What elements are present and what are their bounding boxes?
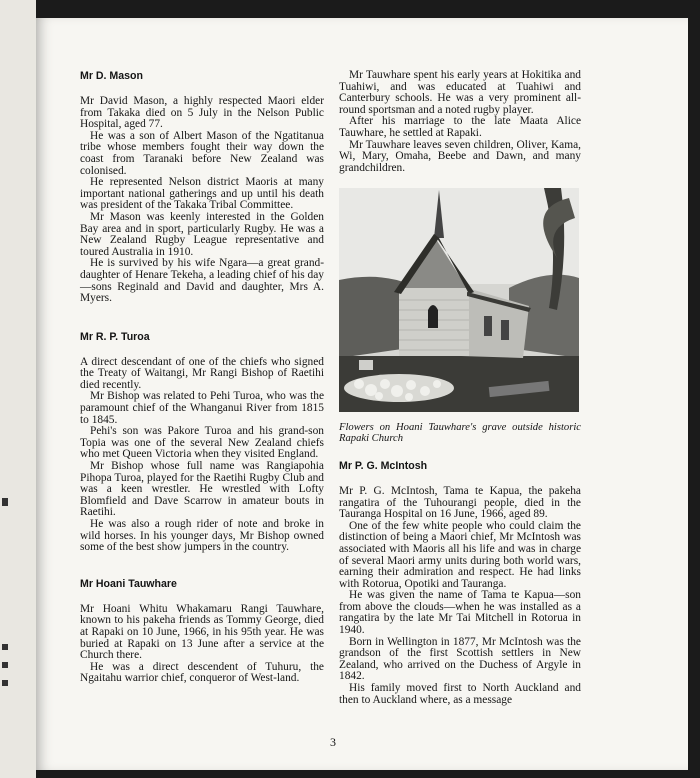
ink-mark [2,680,8,686]
turoa-paragraph: Mr Bishop whose full name was Rangiapohia Pihopa Turoa, played for the Raetihi Rugby Club and was a keen wrestler. He wrestled with Lofty Blomfield and Dave Scarrow in amateur bouts in Raetihi. [80,460,324,519]
rapaki-church-photo [339,188,579,412]
mason-paragraph: He was a son of Albert Mason of the Ngatitanua tribe whose members fought their way down the coast from Taranaki before New Zealand was colonised. [80,129,324,177]
heading-turoa: Mr R. P. Turoa [80,330,150,343]
previous-page-edge [0,0,36,778]
turoa-paragraph: A direct descendant of one of the chiefs who signed the Treaty of Waitangi, Mr Rangi Bishop of Raetihi died recently. [80,355,324,391]
photo-caption: Flowers on Hoani Tauwhare's grave outside historic Rapaki Church [339,421,581,444]
mcintosh-paragraph: One of the few white people who could claim the distinction of being a Maori chief, Mr McIntosh was associated with Maoris all his life and was in charge of several Maori army units during both world wars, earning their admiration and respect. He had links with Rotorua, Opotiki and Tauranga. [339,519,581,590]
left-column [80,70,324,685]
tauwhare-paragraph: After his marriage to the late Maata Alice Tauwhare, he settled at Rapaki. [339,115,581,139]
tauwhare-paragraph: He was a direct descendent of Tuhuru, the Ngaitahu warrior chief, conqueror of West-land. [80,660,324,685]
turoa-paragraph: He was also a rough rider of note and broke in wild horses. In his younger days, Mr Bishop owned some of the best show jumpers in the country. [80,518,324,554]
heading-mcintosh: Mr P. G. McIntosh [339,459,428,472]
mcintosh-paragraph: Born in Wellington in 1877, Mr McIntosh was the grandson of the first Scottish settlers in New Zealand, who arrived on the Duchess of Argyle in 1842. [339,635,581,683]
ink-mark [2,644,8,650]
tauwhare-paragraph: Mr Tauwhare spent his early years at Hokitika and Tuahiwi, and was educated at Tuahiwi and Canterbury schools. He was a very prominent all-round sportsman and a noted rugby player. [339,69,581,116]
mason-paragraph: He is survived by his wife Ngara—a great grand-daughter of Henare Tekeha, a leading chief of his day—sons Reginald and David and daughter, Mrs A. Myers. [80,257,324,305]
page-number: 3 [330,735,336,749]
mason-paragraph: Mr David Mason, a highly respected Maori elder from Takaka died on 5 July in the Nelson Public Hospital, aged 77. [80,95,324,131]
tauwhare-paragraph: Mr Tauwhare leaves seven children, Oliver, Kama, Wi, Mary, Omaha, Beebe and Dawn, and many grandchildren. [339,138,581,174]
mason-paragraph: Mr Mason was keenly interested in the Golden Bay area and in sport, particularly Rugby. He was a New Zealand Rugby League representative and toured Australia in 1910. [80,210,324,258]
mcintosh-paragraph: Mr P. G. McIntosh, Tama te Kapua, the pakeha rangatira of the Tuhourangi people, died in the Tauranga Hospital on 16 June, 1966, aged 89. [339,484,581,521]
right-column [339,70,581,706]
ink-mark [2,498,8,506]
tauwhare-paragraph: Mr Hoani Whitu Whakamaru Rangi Tauwhare, known to his pakeha friends as Tommy George, died at Rapaki on 10 June, 1966, in his 95th year. He was buried at Rapaki on 13 June after a service at the Church there. [80,602,324,662]
heading-tauwhare: Mr Hoani Tauwhare [80,577,177,590]
turoa-paragraph: Mr Bishop was related to Pehi Turoa, who was the paramount chief of the Whanganui River from 1815 to 1845. [80,390,324,426]
heading-mason: Mr D. Mason [80,70,143,82]
mcintosh-paragraph: He was given the name of Tama te Kapua—son from above the clouds—when he was installed as a rangatira by the late Mr Tai Mitchell in Rotorua in 1940. [339,589,581,637]
turoa-paragraph: Pehi's son was Pakore Turoa and his grand-son Topia was one of the several New Zealand chiefs who met Queen Victoria when they visited England. [80,425,324,461]
ink-mark [2,662,8,668]
mcintosh-paragraph: His family moved first to North Auckland and then to Auckland where, as a message [339,682,581,706]
mason-paragraph: He represented Nelson district Maoris at many important national gatherings and up until his death was president of the Takaka Tribal Committee. [80,176,324,212]
